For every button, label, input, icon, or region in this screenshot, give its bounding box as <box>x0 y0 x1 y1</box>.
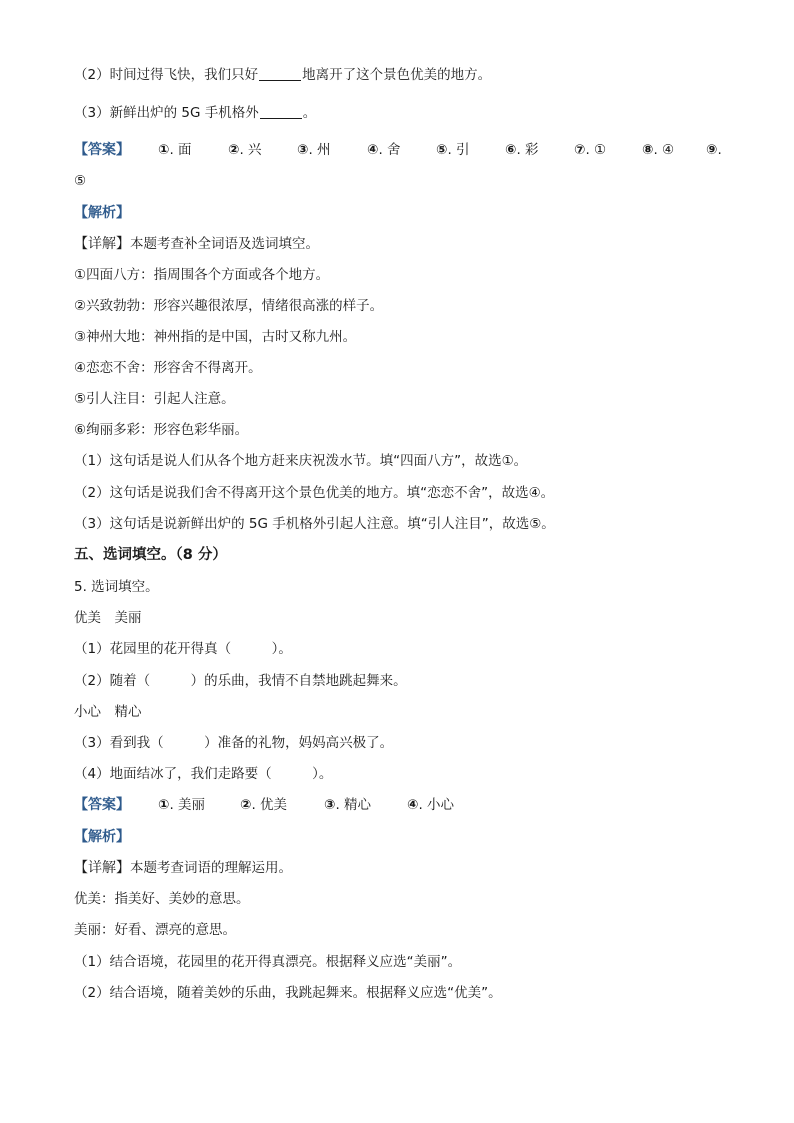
question-line: （4）地面结冰了，我们走路要（ ）。 <box>74 766 333 782</box>
question-text: （2）时间过得飞快，我们只好 <box>74 67 259 83</box>
answer-tag: 【答案】 <box>74 142 130 158</box>
analysis-tag: 【解析】 <box>74 829 130 845</box>
analysis-line: ②兴致勃勃：形容兴趣很浓厚，情绪很高涨的样子。 <box>74 298 384 314</box>
answer-item: ④. 舍 <box>367 142 401 158</box>
analysis-line: ④恋恋不舍：形容舍不得离开。 <box>74 360 262 376</box>
answer-item: ⑥. 彩 <box>505 142 539 158</box>
analysis-tag: 【解析】 <box>74 205 130 221</box>
question-title: 5. 选词填空。 <box>74 579 159 595</box>
analysis-line: （3）这句话是说新鲜出炉的 5G 手机格外引起人注意。填“引人注目”，故选⑤。 <box>74 516 555 532</box>
question-line-2 <box>74 66 491 84</box>
analysis-line: （2）结合语境，随着美妙的乐曲，我跳起舞来。根据释义应选“优美”。 <box>74 985 502 1001</box>
analysis-line: ①四面八方：指周围各个方面或各个地方。 <box>74 267 330 283</box>
answer-item: ②. 优美 <box>240 797 288 813</box>
word-choices: 优美 美丽 <box>74 610 142 626</box>
answer-item: ③. 州 <box>297 142 331 158</box>
answer-wrap: ⑤ <box>74 173 87 189</box>
fill-blank <box>260 105 302 119</box>
question-line: （1）花园里的花开得真（ ）。 <box>74 641 292 657</box>
analysis-line: （1）这句话是说人们从各个地方赶来庆祝泼水节。填“四面八方”，故选①。 <box>74 453 528 469</box>
fill-blank <box>259 67 301 81</box>
question-line: （2）随着（ ）的乐曲，我情不自禁地跳起舞来。 <box>74 673 407 689</box>
analysis-line: （2）这句话是说我们舍不得离开这个景色优美的地方。填“恋恋不舍”，故选④。 <box>74 485 555 501</box>
answer-item: ③. 精心 <box>324 797 372 813</box>
answer-item: ⑨. <box>706 142 722 158</box>
analysis-line: ⑤引人注目：引起人注意。 <box>74 391 235 407</box>
section-heading: 五、选词填空。（8 分） <box>74 547 227 563</box>
answer-item: ⑧. ④ <box>642 142 675 158</box>
question-line-3 <box>74 104 316 122</box>
answer-item: ⑦. ① <box>574 142 607 158</box>
analysis-line: 美丽：好看、漂亮的意思。 <box>74 922 236 938</box>
word-choices: 小心 精心 <box>74 704 142 720</box>
analysis-line: ⑥绚丽多彩：形容色彩华丽。 <box>74 422 249 438</box>
answer-item: ⑤. 引 <box>436 142 470 158</box>
analysis-line: ③神州大地：神州指的是中国，古时又称九州。 <box>74 329 357 345</box>
detail-line: 【详解】本题考查词语的理解运用。 <box>74 860 292 876</box>
analysis-line: （1）结合语境，花园里的花开得真漂亮。根据释义应选“美丽”。 <box>74 954 462 970</box>
answer-item: ②. 兴 <box>228 142 262 158</box>
analysis-line: 优美：指美好、美妙的意思。 <box>74 891 250 907</box>
detail-line: 【详解】本题考查补全词语及选词填空。 <box>74 236 319 252</box>
question-text: 。 <box>302 105 317 121</box>
question-line: （3）看到我（ ）准备的礼物，妈妈高兴极了。 <box>74 735 394 751</box>
question-text: （3）新鲜出炉的 5G 手机格外 <box>74 105 259 121</box>
question-text: 地离开了这个景色优美的地方。 <box>302 67 492 83</box>
answer-item: ④. 小心 <box>407 797 455 813</box>
answer-item: ①. 美丽 <box>158 797 206 813</box>
answer-tag: 【答案】 <box>74 797 130 813</box>
answer-item: ①. 面 <box>158 142 192 158</box>
